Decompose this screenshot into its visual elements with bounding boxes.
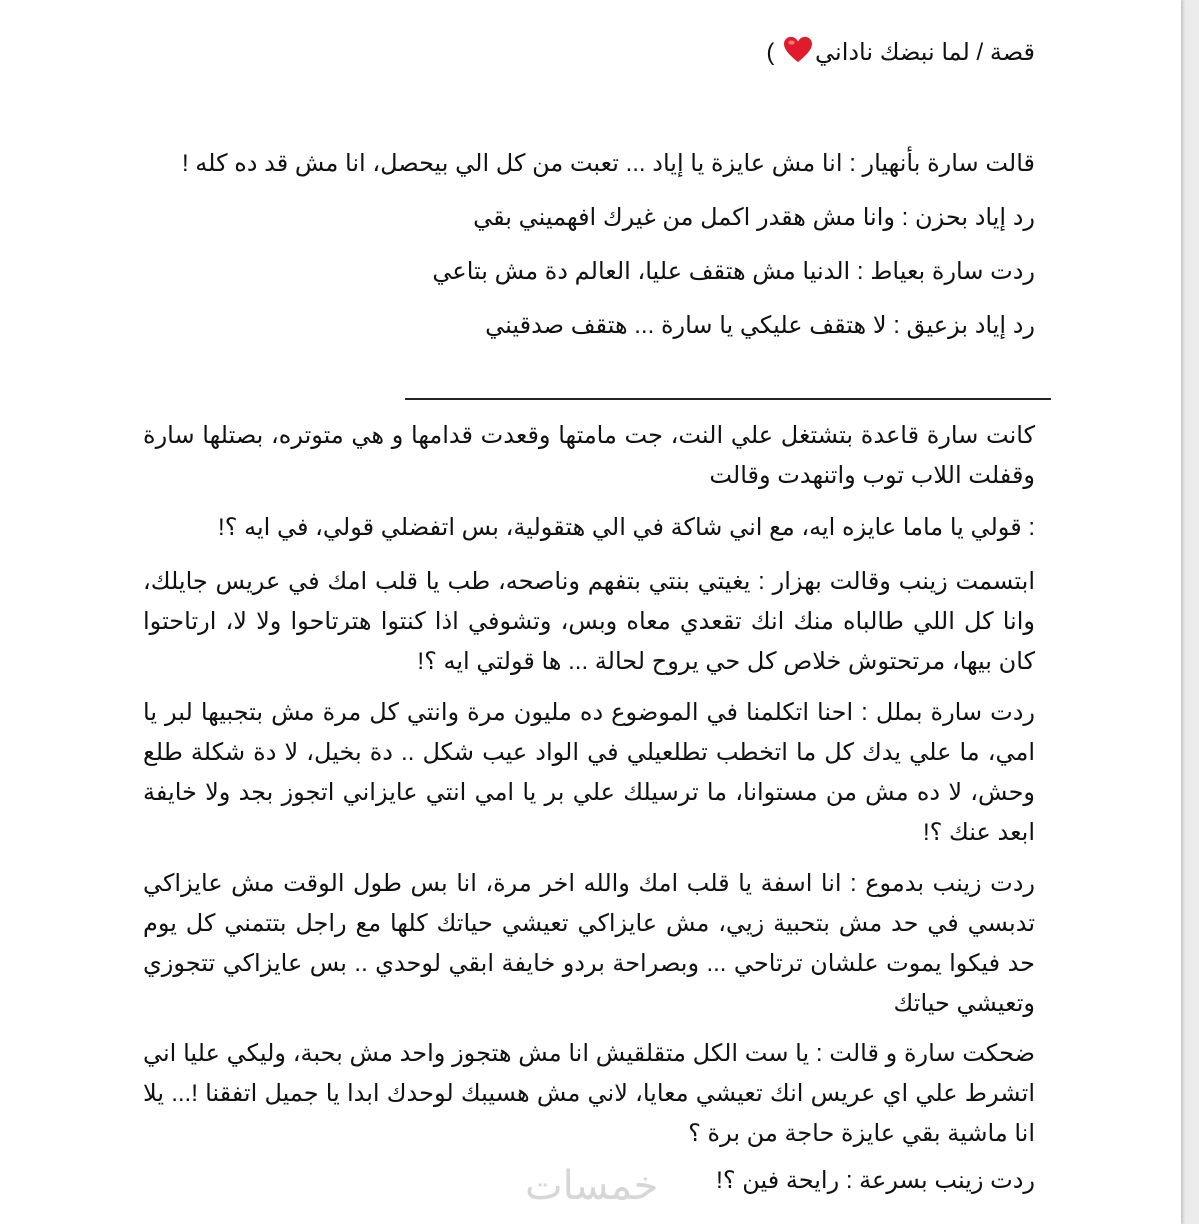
story-title: [766, 36, 1035, 68]
heart-icon: [783, 36, 813, 64]
dialogue-line: ردت سارة بعياط : الدنيا مش هتقف عليا، العالم دة مش بتاعي: [432, 258, 1035, 285]
paragraph: ضحكت سارة و قالت : يا ست الكل متقلقيش انا مش هتجوز واحد مش بحبة، وليكي عليا اني اتشرط علي اي عريس انك تعيشي معايا، لاني مش هسيبك لوحدك ابدا يا جميل اتفقنا !... يلا انا ماشية بقي عايزة حاجة من برة ؟: [143, 1040, 1035, 1147]
paragraph: : قولي يا ماما عايزه ايه، مع اني شاكة في الي هتقولية، بس اتفضلي قولي، في ايه ؟!: [218, 514, 1035, 541]
title-text: قصة / لما نبضك ناداني: [815, 39, 1035, 66]
dialogue-line: رد إياد بزعيق : لا هتقف عليكي يا سارة ... هتقف صدقيني: [485, 312, 1035, 339]
paragraph: ردت زينب بدموع : انا اسفة يا قلب امك والله اخر مرة، انا بس طول الوقت مش عايزاكي تدبسي في حد مش بتحبية زيي، مش عايزاكي تعيشي حياتك كلها مع راجل بتتمني كل يوم حد فيكوا يموت علشان ترتاحي ... وبصراحة بردو خايفة ابقي لوحدي .. بس عايزاكي تتجوزي وتعيشي حياتك: [143, 870, 1036, 1017]
paragraph: ردت زينب بسرعة : رايحة فين ؟!: [716, 1167, 1035, 1194]
paragraph: ابتسمت زينب وقالت بهزار : يغيتي بنتي بتفهم وناصحه، طب يا قلب امك في عريس جايلك، وانا كل اللي طالباه منك انك تقعدي معاه وبس، وتشوفي اذا كنتوا هترتاحوا ولا لا، ارتاحتوا كان بيها، مرتحتوش خلاص كل حي يروح لحالة ... ها قولتي ايه ؟!: [143, 568, 1035, 675]
dialogue-line: قالت سارة بأنهيار : انا مش عايزة يا إياد ... تعبت من كل الي بيحصل، انا مش قد ده كله !: [181, 150, 1035, 177]
paragraph: ردت سارة بملل : احنا اتكلمنا في الموضوع ده مليون مرة وانتي كل مرة مش بتجبيها لبر يا امي، ما علي يدك كل ما اتخطب تطلعيلي في الواد عيب شكل .. دة بخيل، لا دة شكلة طلع وحش، لا ده مش من مستوانا، ما ترسيلك علي بر يا امي انتي عايزاني اتجوز بجد ولا خايفة ابعد عنك ؟!: [143, 699, 1036, 846]
dialogue-line: رد إياد بحزن : وانا مش هقدر اكمل من غيرك افهميني بقي: [473, 204, 1035, 231]
title-paren: ): [766, 39, 775, 66]
watermark-logo: خمسات: [525, 1163, 659, 1209]
paragraph: كانت سارة قاعدة بتشتغل علي النت، جت مامتها وقعدت قدامها و هي متوتره، بصتلها سارة وقفلت اللاب توب واتنهدت وقالت: [143, 422, 1035, 489]
separator-line: [405, 398, 1051, 400]
